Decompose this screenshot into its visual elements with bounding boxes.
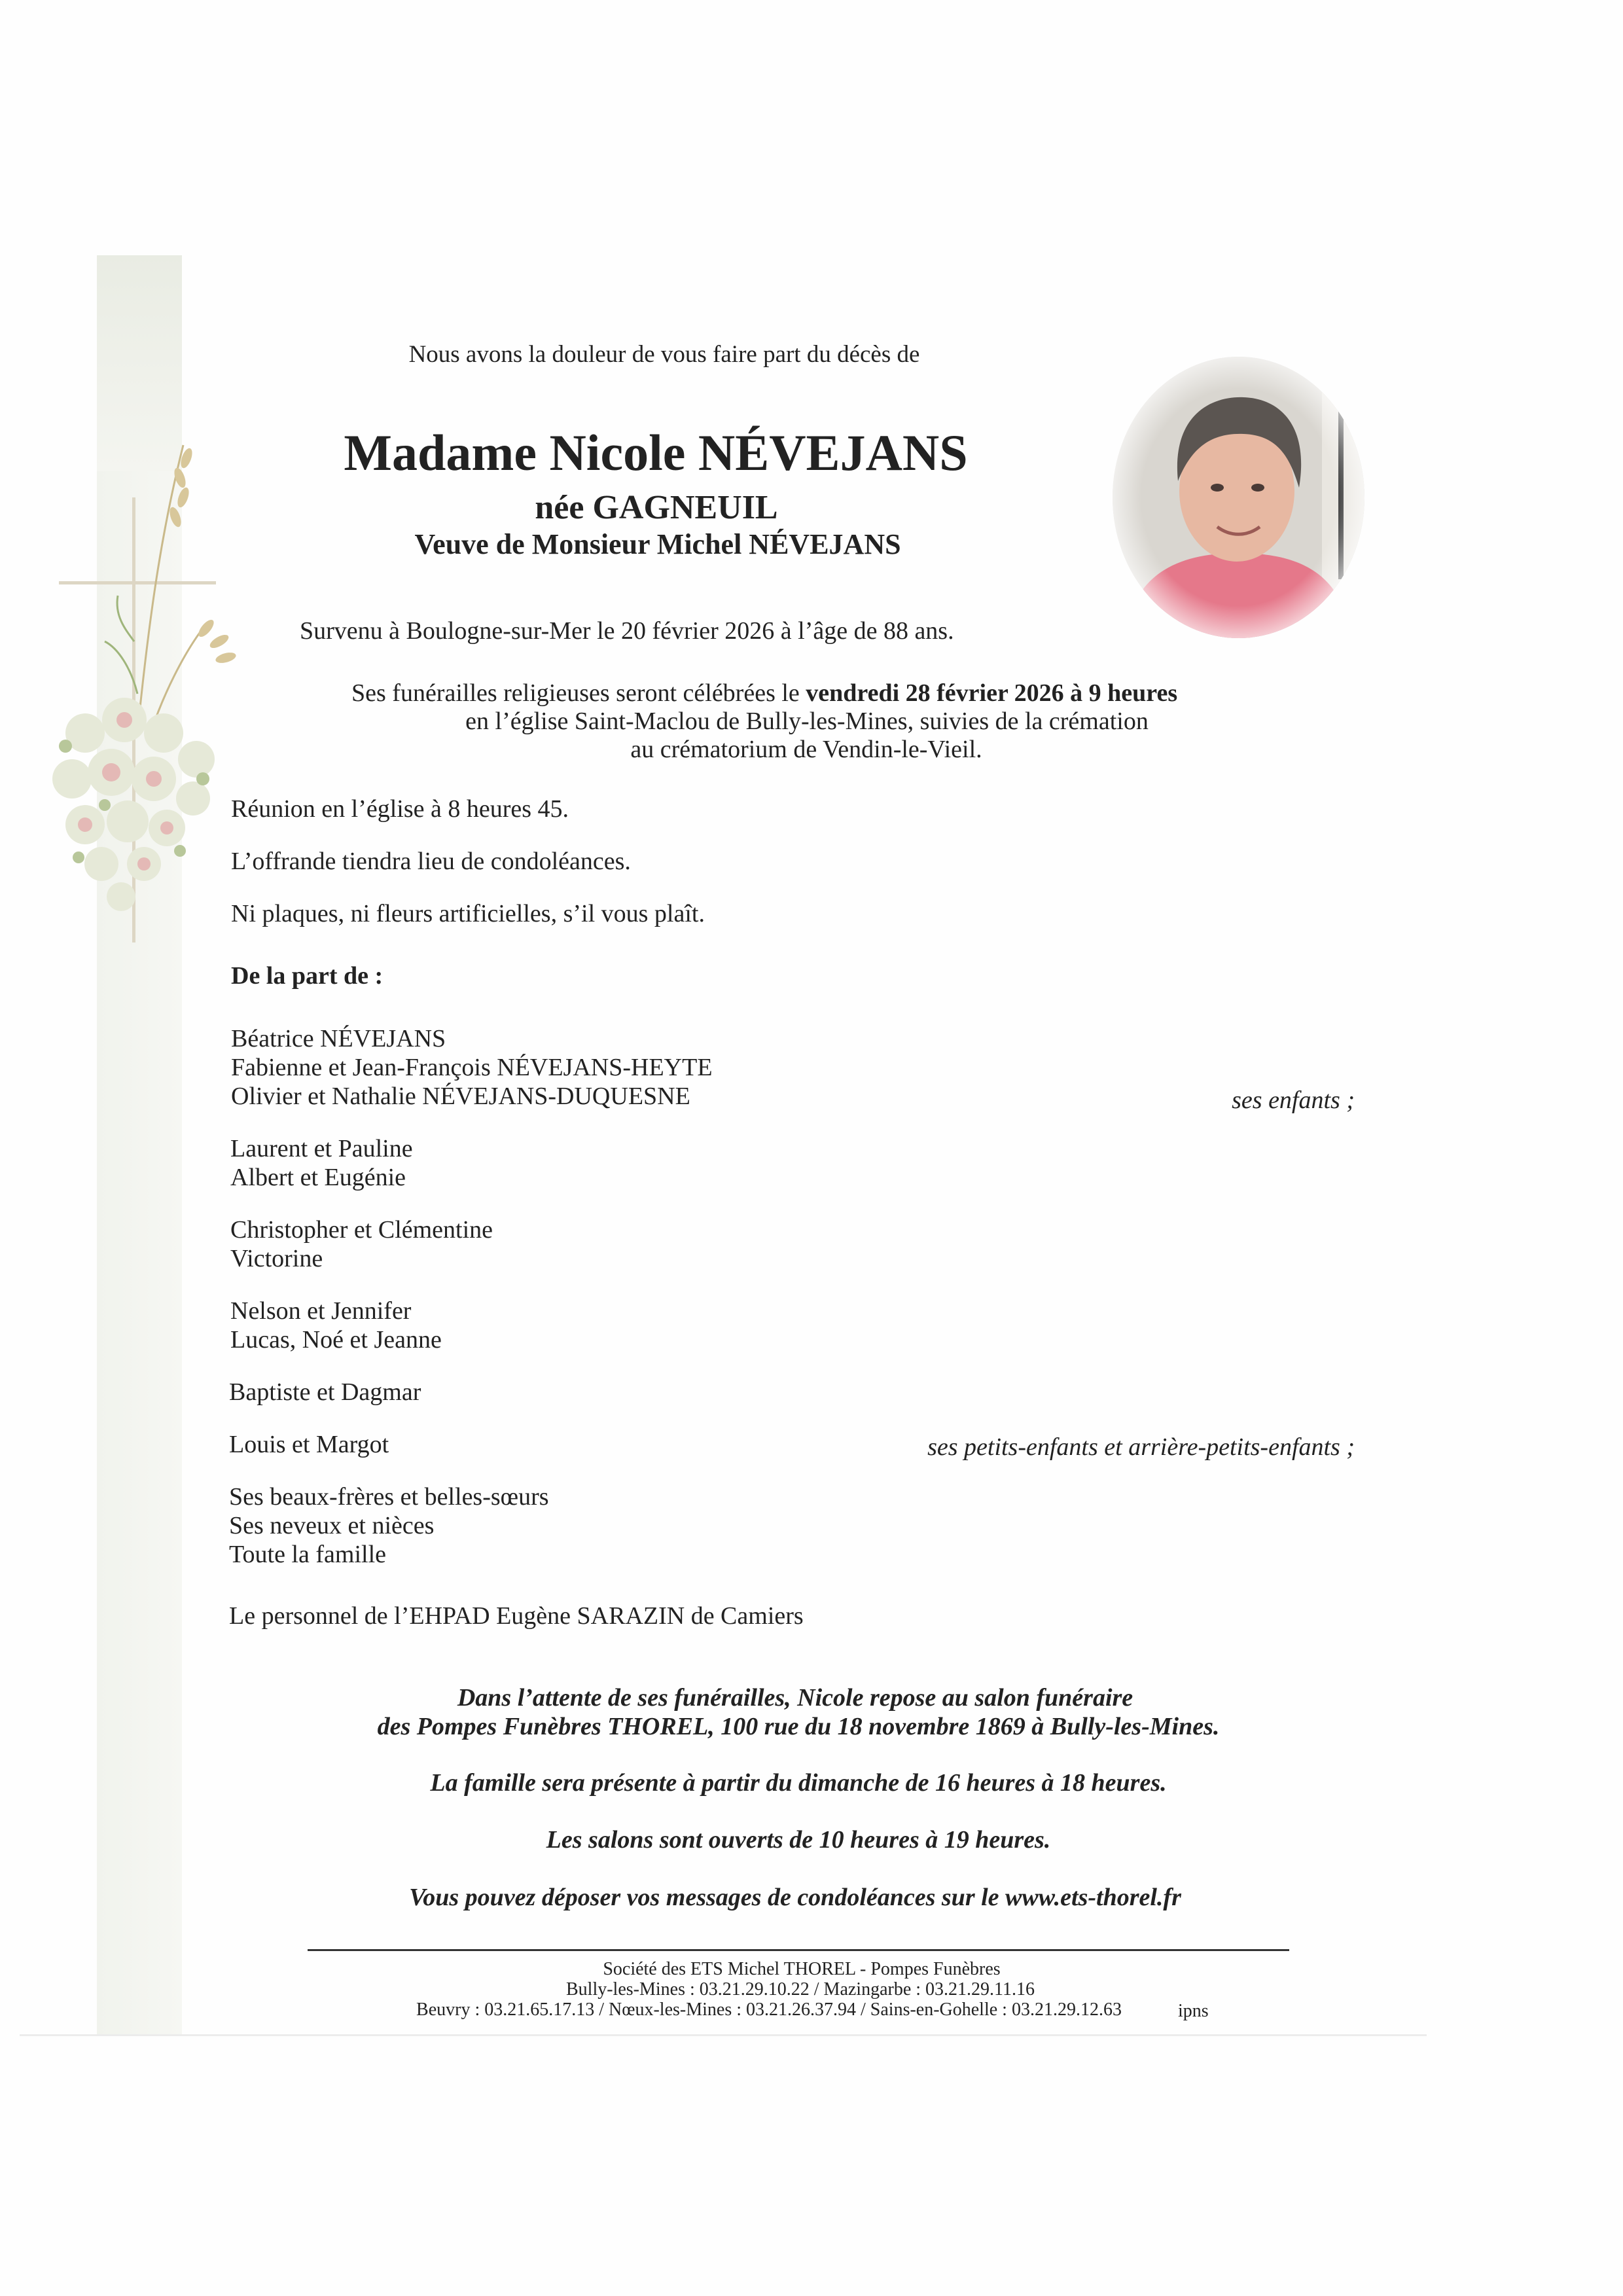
footer-company: Société des ETS Michel THOREL - Pompes Funèbres xyxy=(603,1959,1001,1979)
death-announcement: Survenu à Boulogne-sur-Mer le 20 février 2026 à l’âge de 88 ans. xyxy=(300,617,954,645)
footer-phones-1: Bully-les-Mines : 03.21.29.10.22 / Mazingarbe : 03.21.29.11.16 xyxy=(566,1979,1035,2000)
grandchildren-label: ses petits-enfants et arrière-petits-enfants ; xyxy=(927,1433,1355,1461)
closing-line-2: des Pompes Funèbres THOREL, 100 rue du 18 novembre 1869 à Bully-les-Mines. xyxy=(377,1713,1220,1740)
grandchild-group-2-line-1: Christopher et Clémentine xyxy=(230,1216,493,1244)
grandchild-group-1-line-2: Albert et Eugénie xyxy=(230,1164,406,1191)
funeral-line-2: en l’église Saint-Maclou de Bully-les-Mines, suivies de la crémation xyxy=(465,708,1149,735)
from-heading: De la part de : xyxy=(231,962,383,990)
child-2: Fabienne et Jean-François NÉVEJANS-HEYTE xyxy=(231,1054,713,1081)
grandchild-group-3-line-1: Nelson et Jennifer xyxy=(230,1297,412,1325)
deceased-name: Madame Nicole NÉVEJANS xyxy=(344,424,968,481)
note-no-flowers: Ni plaques, ni fleurs artificielles, s’il vous plaît. xyxy=(231,900,705,927)
funeral-line-1-prefix: Ses funérailles religieuses seront célébrées le xyxy=(351,679,806,707)
family-line-2: Ses neveux et nièces xyxy=(229,1512,435,1539)
grandchild-group-4-line-1: Baptiste et Dagmar xyxy=(229,1378,421,1406)
child-3: Olivier et Nathalie NÉVEJANS-DUQUESNE xyxy=(231,1083,690,1110)
grandchild-group-5-line-1: Louis et Margot xyxy=(229,1431,389,1458)
maiden-name: née GAGNEUIL xyxy=(535,489,778,526)
staff-line: Le personnel de l’EHPAD Eugène SARAZIN de Camiers xyxy=(229,1602,804,1630)
children-label: ses enfants ; xyxy=(1232,1086,1355,1114)
closing-line-5: Vous pouvez déposer vos messages de condoléances sur le www.ets-thorel.fr xyxy=(409,1884,1181,1911)
family-line-1: Ses beaux-frères et belles-sœurs xyxy=(229,1483,549,1511)
footer-tag: ipns xyxy=(1178,2001,1209,2021)
grandchild-group-3-line-2: Lucas, Noé et Jeanne xyxy=(230,1326,442,1354)
note-gathering: Réunion en l’église à 8 heures 45. xyxy=(231,795,569,823)
funeral-date: vendredi 28 février 2026 à 9 heures xyxy=(806,679,1178,707)
grandchild-group-2-line-2: Victorine xyxy=(230,1245,323,1272)
closing-line-3: La famille sera présente à partir du dimanche de 16 heures à 18 heures. xyxy=(430,1769,1167,1797)
note-offering: L’offrande tiendra lieu de condoléances. xyxy=(231,848,631,875)
closing-line-1: Dans l’attente de ses funérailles, Nicole repose au salon funéraire xyxy=(457,1684,1133,1712)
closing-line-4: Les salons sont ouverts de 10 heures à 19 heures. xyxy=(546,1826,1051,1854)
family-line-3: Toute la famille xyxy=(229,1541,387,1568)
footer-rule xyxy=(308,1949,1289,1951)
funeral-line-3: au crématorium de Vendin-le-Vieil. xyxy=(630,736,982,763)
footer-phones-2: Beuvry : 03.21.65.17.13 / Nœux-les-Mines : 03.21.26.37.94 / Sains-en-Gohelle : 03.21.29.12.63 xyxy=(416,2000,1122,2020)
funeral-line-1 xyxy=(351,681,1177,706)
flower-bouquet-icon xyxy=(39,674,242,916)
portrait-photo xyxy=(1113,357,1364,638)
grandchild-group-1-line-1: Laurent et Pauline xyxy=(230,1135,413,1162)
widow-of: Veuve de Monsieur Michel NÉVEJANS xyxy=(414,528,901,560)
intro-line: Nous avons la douleur de vous faire part du décès de xyxy=(408,341,920,368)
page-bottom-edge xyxy=(20,2034,1427,2036)
child-1: Béatrice NÉVEJANS xyxy=(231,1025,446,1052)
